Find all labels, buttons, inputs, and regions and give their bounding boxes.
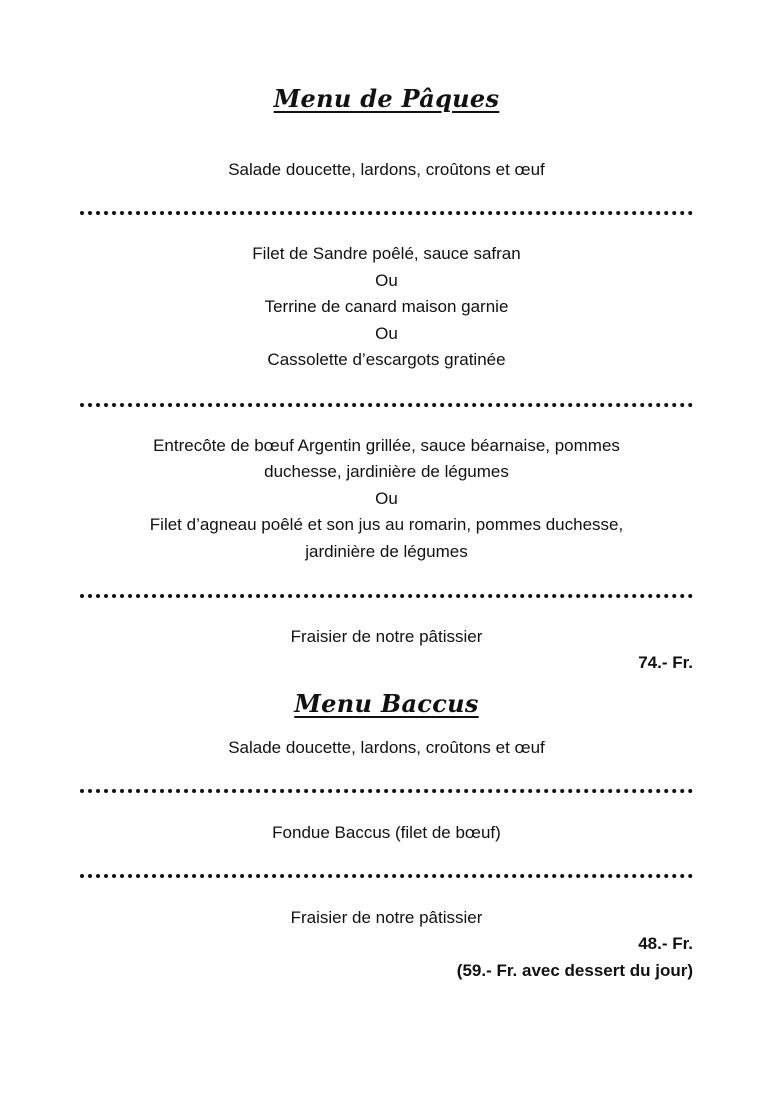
menu-paques-main-1a: Entrecôte de bœuf Argentin grillée, sauce béarnaise, pommes [153, 436, 620, 455]
menu-paques-entree-1: Filet de Sandre poêlé, sauce safran [252, 244, 521, 263]
menu-paques-main-2a: Filet d’agneau poêlé et son jus au romarin, pommes duchesse, [149, 515, 624, 534]
menu-baccus-dessert: Fraisier de notre pâtissier [290, 908, 483, 927]
menu-paques-entree-2: Terrine de canard maison garnie [264, 297, 509, 316]
menu-paques-main-or: Ou [375, 489, 398, 508]
menu-paques-starter: Salade doucette, lardons, croûtons et œuf [228, 160, 545, 179]
menu-paques-entree-or-2: Ou [375, 324, 398, 343]
menu-paques-entree-or-1: Ou [375, 271, 398, 290]
menu-baccus-price-note: (59.- Fr. avec dessert du jour) [456, 961, 693, 980]
menu-paques-title: Menu de Pâques [273, 84, 500, 113]
divider-4 [80, 789, 693, 793]
menu-paques-main-1b: duchesse, jardinière de légumes [264, 462, 509, 481]
menu-content [80, 0, 693, 1117]
menu-baccus-main: Fondue Baccus (filet de bœuf) [272, 823, 501, 842]
menu-baccus-title: Menu Baccus [294, 689, 479, 718]
menu-baccus-price: 48.- Fr. [638, 934, 693, 953]
divider-2 [80, 403, 693, 407]
menu-paques-price: 74.- Fr. [638, 653, 693, 672]
menu-baccus-starter: Salade doucette, lardons, croûtons et œuf [228, 738, 545, 757]
divider-5 [80, 874, 693, 878]
divider-1 [80, 211, 693, 215]
menu-paques-entree-3: Cassolette d’escargots gratinée [267, 350, 506, 369]
divider-3 [80, 594, 693, 598]
menu-paques-dessert: Fraisier de notre pâtissier [290, 627, 483, 646]
menu-paques-main-2b: jardinière de légumes [305, 542, 468, 561]
